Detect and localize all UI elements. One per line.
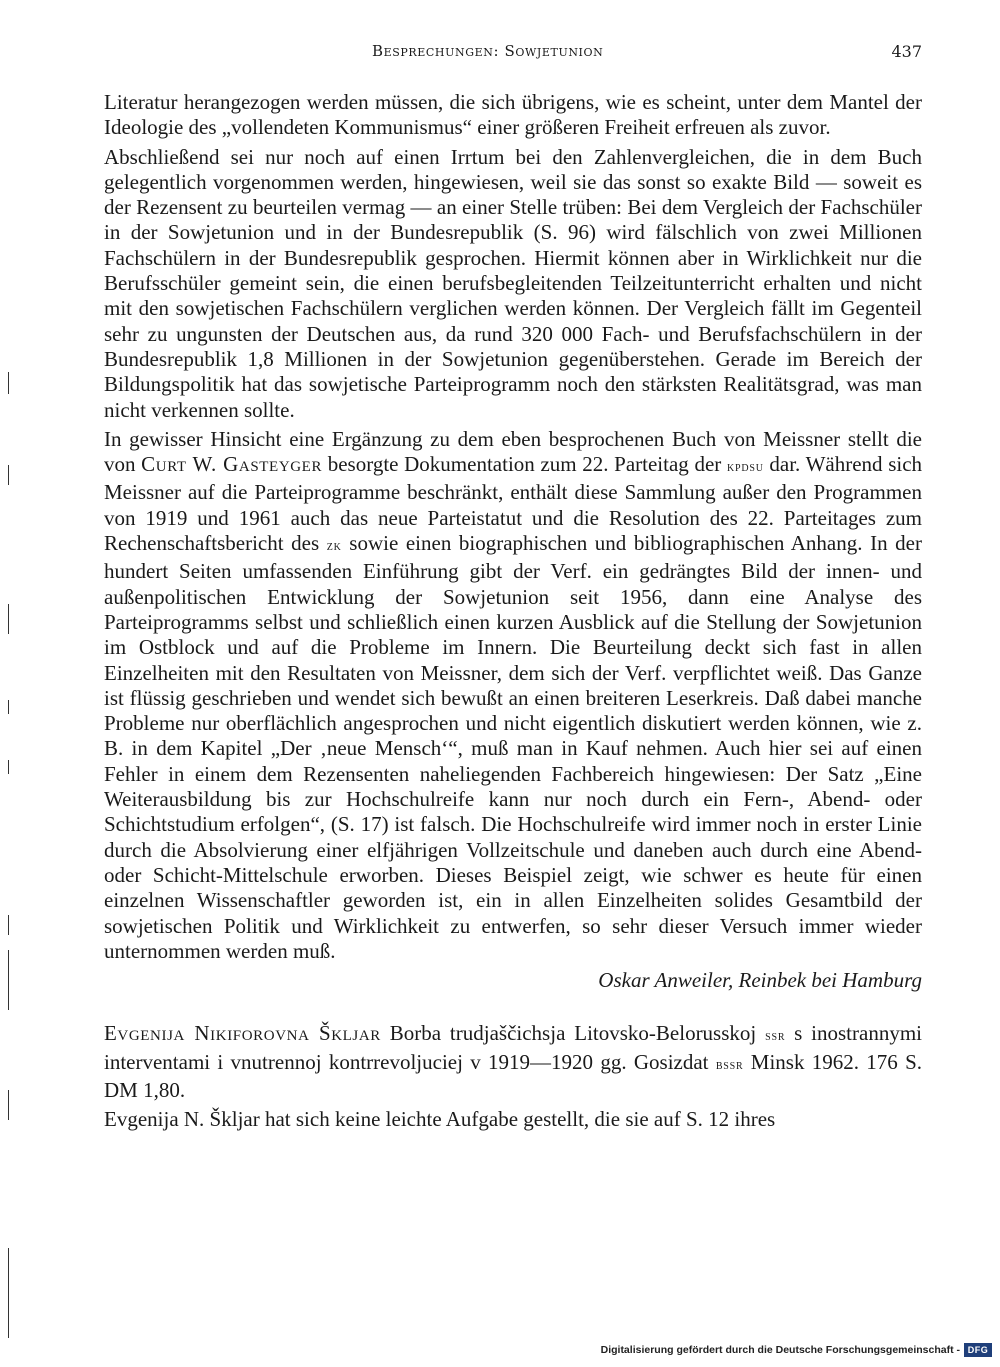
abbr-zk: zk bbox=[326, 539, 342, 555]
margin-mark bbox=[8, 465, 9, 485]
review-author: Evgenija Nikiforovna Škljar bbox=[104, 1021, 381, 1046]
paragraph-3-part-b: besorgte Dokumentation zum 22. Parteitag der bbox=[322, 452, 727, 477]
running-head bbox=[0, 42, 1000, 66]
final-paragraph: Evgenija N. Škljar hat sich keine leichte Aufgabe gestellt, die sie auf S. 12 ihres bbox=[104, 1107, 776, 1132]
abbr-bssr: bssr bbox=[715, 1057, 744, 1073]
digitization-credit bbox=[601, 1341, 992, 1359]
review-title-c: Minsk 1962. 176 S. DM 1,80. bbox=[104, 1049, 923, 1102]
body-text bbox=[104, 90, 922, 1133]
paragraph-1: Literatur herangezogen werden müssen, die sich übrigens, wie es scheint, unter dem Mantel der Ideologie des „vollendeten Kommunismus“ einer größeren Freiheit erfreuen als zuvor. bbox=[104, 90, 922, 140]
running-title: Besprechungen: Sowjetunion bbox=[372, 42, 604, 60]
review-title-b: s inostrannymi interventami i vnutrennoj kontrrevoljuciej v 1919—1920 gg. Gosizdat bbox=[104, 1021, 922, 1074]
dfg-logo-icon: DFG bbox=[964, 1343, 992, 1357]
paragraph-3-part-a: In gewisser Hinsicht eine Ergänzung zu dem eben besprochenen Buch von Meissner stellt die von bbox=[104, 426, 922, 477]
abbr-ssr: ssr bbox=[765, 1029, 786, 1045]
margin-mark bbox=[8, 1090, 9, 1120]
paragraph-3-part-c: dar. Während sich Meissner auf die Parteiprogramme beschränkt, enthält diese Sammlung außer den Programmen von 1919 und 1961 auch das neue Parteistatut und die Resolution des 22. Parteitages zum Rechenschaftsbericht des bbox=[104, 452, 923, 556]
page-number: 437 bbox=[891, 42, 922, 61]
paragraph-2: Abschließend sei nur noch auf einen Irrtum bei den Zahlenvergleichen, die in dem Buch gelegentlich vorgenommen werden, hingewiesen, weil sie das sonst so exakte Bild — soweit es der Rezensent zu beurteilen vermag — an einer Stelle trüben: Bei dem Vergleich der Fachschüler in der Sowjetunion und in der Bundesrepublik (S. 96) wird fälschlich von zwei Millionen Fachschülern in der Bundesrepublik gesprochen. Hiermit können aber in Wirklichkeit nur die Berufsschüler gemeint sein, die einen berufsbegleitenden Teilzeitunterricht erhalten und nicht mit den sowjetischen Fachschülern verglichen werden können. Der Vergleich fällt im Gegenteil sehr zu ungunsten der Deutschen aus, da rund 320 000 Fach- und Berufsfachschülern in der Bundesrepublik 1,8 Millionen in der Sowjetunion gegenüberstehen. Gerade im Bereich der Bildungspolitik hat das sowjetische Parteiprogramm noch den stärksten Realitätsgrad, was man nicht verkennen sollte. bbox=[104, 144, 922, 422]
margin-mark bbox=[8, 1248, 9, 1338]
reviewer-signature: Oskar Anweiler, Reinbek bei Hamburg bbox=[598, 968, 922, 993]
editor-name: Curt W. Gasteyger bbox=[141, 452, 323, 477]
margin-mark bbox=[8, 372, 9, 394]
margin-mark bbox=[8, 700, 9, 714]
paragraph-3-part-d: sowie einen biographischen und bibliographischen Anhang. In der hundert Seiten umfassenden Einführung gibt der Verf. ein gedrängtes Bild der innen- und außenpolitischen Entwicklung der Sowjetunion seit 1956, dann eine Analyse des Parteiprogramms selbst und schließlich einen kurzen Ausblick auf die Stellung der Sowjetunion im Ostblock und auf die Probleme im Innern. Die Beurteilung deckt sich fast in allen Einzelheiten mit den Resultaten von Meissner, dem sich der Verf. verpflichtet weiß. Das Ganze ist flüssig geschrieben und wendet sich bewußt an einen breiteren Leserkreis. Daß dabei manche Probleme nur oberflächlich angesprochen und nicht eigentlich diskutiert werden können, wie z. B. in dem Kapitel „Der ‚neue Mensch‘“, muß man in Kauf nehmen. Auch hier sei auf einen Fehler in einem dem Rezensenten naheliegenden Fachbereich hingewiesen: Der Satz „Eine Weiterausbildung bis zur Hochschulreife kann nur noch durch ein Fern-, Abend- oder Schichtstudium erfolgen“, (S. 17) ist falsch. Die Hochschulreife wird immer noch in erster Linie durch die Absolvierung einer elfjährigen Vollzeitschule und daneben auch durch eine Abend- oder Schicht-Mittelschule erworben. Dieses Beispiel zeigt, wie schwer es heute für einen einzelnen Wissenschaftler geworden ist, ein in allen Einzelheiten solides Gesamtbild der sowjetischen Politik und Wirklichkeit zu entwerfen, so sehr dieser Versuch immer wieder unternommen werden muß. bbox=[104, 531, 922, 963]
abbr-kpdsu: kpdsu bbox=[726, 460, 764, 476]
margin-mark bbox=[8, 604, 9, 634]
credit-text: Digitalisierung gefördert durch die Deutsche Forschungsgemeinschaft - bbox=[600, 1344, 960, 1356]
margin-mark bbox=[8, 915, 9, 935]
margin-mark bbox=[8, 760, 9, 774]
review-title-a: Borba trudjaščichsja Litovsko-Belorusskoj bbox=[380, 1021, 766, 1046]
margin-mark bbox=[8, 950, 9, 1010]
review-entry-heading bbox=[104, 1021, 922, 1103]
paragraph-3 bbox=[104, 427, 922, 964]
